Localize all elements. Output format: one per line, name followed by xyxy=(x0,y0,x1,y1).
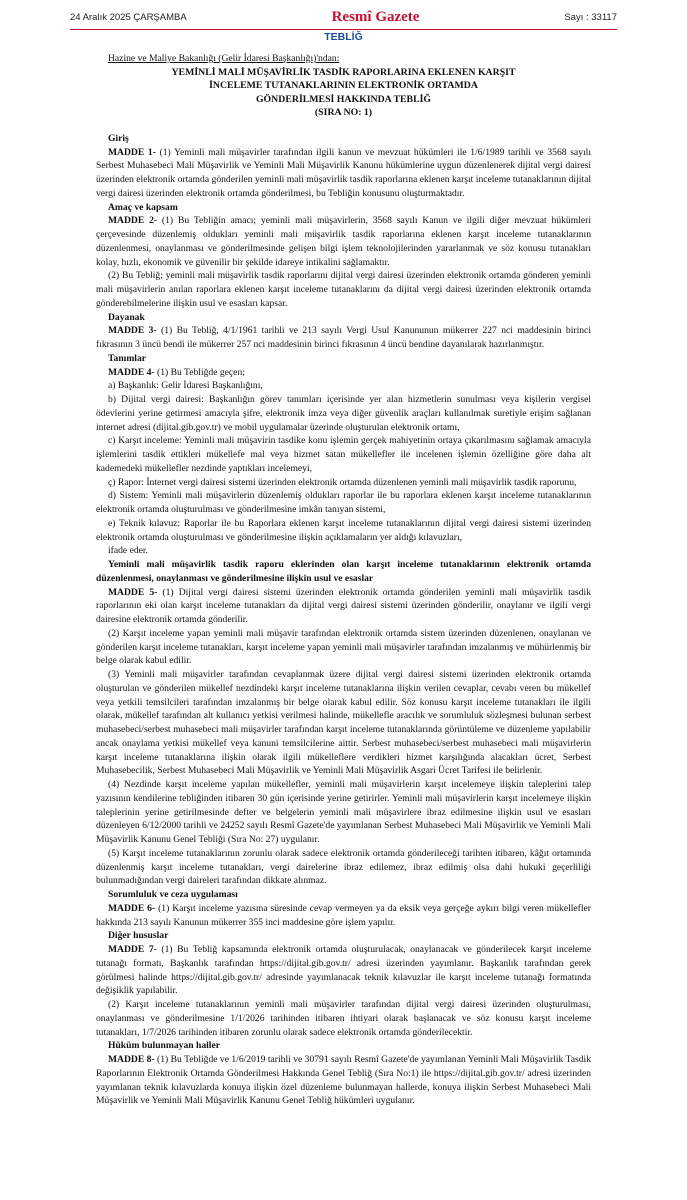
article-paragraph xyxy=(96,544,591,558)
section-heading: Sorumluluk ve ceza uygulaması xyxy=(108,889,238,900)
section-kind: TEBLİĞ xyxy=(324,31,363,43)
article-paragraph xyxy=(96,1053,591,1108)
article-text: (5) Karşıt inceleme tutanaklarının zorunlu olarak sadece elektronik ortamda gönderileceği tarihten itibaren, kâğıt ortamında düzenlenmiş karşıt inceleme tutanakları, vergi dairelerine ibraz edilemez, ibraz edilmiş olsa dahi hukuki geçerliliği bulunmadığından vergi daireleri tarafından dikkate alınmaz. xyxy=(96,847,591,887)
article-text: (2) Karşıt inceleme yapan yeminli mali müşavir tarafından elektronik ortamda sistem üzerinden düzenlenen, onaylanan ve gönderilen karşıt inceleme tutanakları, karşıt inceleme yapan yeminli mali müşavirler tarafından imzalanmış ve mühürlenmiş bir belge olarak kabul edilir. xyxy=(96,627,591,667)
article-number: MADDE 6- xyxy=(108,902,156,914)
section-heading: Yeminli mali müşavirlik tasdik raporu eklerinden olan karşıt inceleme tutanaklarının elektronik ortamda düzenlenmesi, onaylanması ve gönderilmesine ilişkin usul ve esaslar xyxy=(96,559,591,584)
article-paragraph xyxy=(96,489,591,517)
article-text: b) Dijital vergi dairesi: Başkanlığın görev tanımları içerisinde yer alan hizmetlerin sunulması veya kişilerin vergisel ödevlerini yerine getirmesi amacıyla şifre, elektronik imza veya diğer güvenlik araçları kullanılmak suretiyle erişim sağlanan internet adresi (dijital.gib.gov.tr) ve mobil uygulamalar üzerinde oluşturulan elektronik ortamı, xyxy=(96,394,591,433)
article-text: ifade eder. xyxy=(108,545,148,557)
article-number: MADDE 7- xyxy=(108,944,157,955)
section-heading: Dayanak xyxy=(108,311,145,323)
article-text: (4) Nezdinde karşıt inceleme yapılan mükellefler, yeminli mali müşavirlerin karşıt incelemeye ilişkin taleplerini talep yazısının kendilerine tebliğinden itibaren 30 gün içerisinde yerine getirirler. Yeminli mali müşavirlerin karşıt incelemeye ilişkin taleplerinin yerine getirilmesinde defter ve belgelerin yeminli mali müşavirlere ibraz edilmesine ilişkin usul ve esasları düzenleyen 6/12/2000 tarihli ve 24252 sayılı Resmî Gazete'de yayımlanan Serbest Muhasebeci Mali Müşavirlik ve Yeminli Mali Müşavirlik Kanunu Genel Tebliği (Sıra No: 27) uygulanır. xyxy=(96,779,591,845)
articles xyxy=(96,132,591,1108)
article-number: MADDE 8- xyxy=(108,1054,155,1065)
article-text: d) Sistem: Yeminli mali müşavirlerin düzenlemiş oldukları raporlar ile bu raporlara eklenen karşıt inceleme tutanaklarının elektronik ortamda oluşturulması ve gönderilmesine imkân tanıyan sistemi, xyxy=(96,490,591,515)
article-text: (2) Bu Tebliğ; yeminli mali müşavirlik tasdik raporlarını dijital vergi dairesi üzerinden elektronik ortamda gönderen yeminli mali müşavirlerin anılan raporlara eklenen karşıt inceleme tutanaklarını da dijital vergi dairesi üzerinden elektronik ortamda gönderebilmelerine ilişkin usul ve esasları kapsar. xyxy=(96,270,591,309)
section-heading: Diğer hususlar xyxy=(108,930,169,942)
section-heading: Tanımlar xyxy=(108,352,147,364)
article-text: (1) Dijital vergi dairesi sistemi üzerinden elektronik ortamda gönderilen yeminli mali müşavirlik tasdik raporlarının eki olan karşıt inceleme tutanakları da dijital vergi dairesi sistemi üzerinden gönderilir, onaylanır ve ilgili vergi dairesine elektronik ortamda gönderilir. xyxy=(96,586,591,625)
article-paragraph xyxy=(96,269,591,310)
section-heading: Giriş xyxy=(108,132,129,144)
article-text: ç) Rapor: İnternet vergi dairesi sistemi üzerinden elektronik ortamda düzenlenen yeminli mali müşavirlik tasdik raporunu, xyxy=(108,476,577,488)
article-text: (2) Karşıt inceleme tutanaklarının yeminli mali müşavirler tarafından dijital vergi dairesi üzerinden oluşturulması, onaylanması ve gönderilmesine 1/1/2026 tarihinden itibaren ihtiyari olarak başlanacak ve söz konusu karşıt inceleme tutanakları, 1/7/2026 tarihinden itibaren zorunlu olarak sadece elektronik ortamda gönderilecektir. xyxy=(96,999,591,1038)
article-paragraph xyxy=(96,146,591,201)
article-paragraph xyxy=(96,393,591,434)
article-number: MADDE 5- xyxy=(108,586,158,598)
article-paragraph xyxy=(96,902,591,930)
article-paragraph xyxy=(96,943,591,998)
article-text: (1) Bu Tebliğde geçen; xyxy=(154,366,245,378)
title-line: GÖNDERİLMESİ HAKKINDA TEBLİĞ xyxy=(255,93,432,105)
article-paragraph xyxy=(96,778,591,847)
document-body xyxy=(96,52,591,1108)
issuing-authority: Hazine ve Maliye Bakanlığı (Gelir İdaresi Başkanlığı)'ndan: xyxy=(108,53,340,64)
article-paragraph xyxy=(96,476,591,490)
article-paragraph xyxy=(96,434,591,475)
section-heading: Amaç ve kapsam xyxy=(108,201,178,213)
article-paragraph xyxy=(96,517,591,545)
article-text: (3) Yeminli mali müşavirler tarafından cevaplanmak üzere dijital vergi dairesi sistemi üzerinden elektronik ortamda oluşturulan ve gönderilen mükellef nezdindeki karşıt inceleme tutanaklarına ilişkin verilen cevaplar, cevabı veren bu mükellef veya yetkili temsilcileri tarafından imzalanmış bir belge olarak kabul edilir. Söz konusu karşıt inceleme tutanakları ile ilgili olarak, mükellef tarafından alt kullanıcı yetkisi verilmesi halinde, mükellefle aracılık ve sorumluluk sözleşmesi bulunan serbest muhasebeci/serbest muhasebeci mali müşavirler tarafından karşıt inceleme tutanaklarında görüntüleme ve düzenleme yapılabilir ancak onaylama yetkisi mükellef veya kanuni temsilcilerine aittir. Serbest muhasebeci/serbest muhasebeci mali müşavirlerin karşıt inceleme tutanaklarına ilişkin olarak ilgili mükelleflere verdikleri hizmet karşılığında alacakları ücret, Serbest Muhasebecilik, Serbest Muhasebeci Mali Müşavirlik ve Yeminli Mali Müşavirlik Asgari Ücret Tarifesi ile belirlenir. xyxy=(96,669,591,777)
header-rule xyxy=(70,29,617,30)
article-paragraph xyxy=(96,627,591,668)
article-paragraph xyxy=(96,668,591,778)
gazette-name: Resmî Gazete xyxy=(331,8,420,25)
article-number: MADDE 2- xyxy=(108,215,158,227)
article-text: (1) Bu Tebliğ kapsamında elektronik ortamda oluşturulacak, onaylanacak ve gönderilecek karşıt inceleme tutanağı formatı, Başkanlık tarafından https://dijital.gib.gov.tr/ adresi üzerinden yayımlanır. Başkanlık tarafından gerek görülmesi halinde https://dijital.gib.gov.tr/ adresinde yayımlanacak teknik kılavuzlar ile karşıt inceleme tutanağı formatında değişiklik yapılabilir. xyxy=(96,944,591,997)
article-text: e) Teknik kılavuz: Raporlar ile bu Raporlara eklenen karşıt inceleme tutanaklarının dijital vergi dairesi sistemi üzerinden elektronik ortamda oluşturulması ve gönderilmesine ilişkin açıklamaların yer aldığı kılavuzları, xyxy=(96,517,591,543)
article-paragraph xyxy=(96,366,591,380)
article-paragraph xyxy=(96,379,591,393)
article-text: (1) Bu Tebliğde ve 1/6/2019 tarihli ve 30791 sayılı Resmî Gazete'de yayımlanan Yeminli Mali Müşavirlik Tasdik Raporlarının Elektronik Ortamda Gönderilmesi Hakkında Genel Tebliğ (Sıra No:1) ile https://dijital.gib.gov.tr/ adresi üzerinden yayımlanan teknik kılavuzlarda konuya ilişkin özel düzenleme bulunmayan hallerde, konuya ilişkin Serbest Muhasebeci Mali Müşavirlik ve Yeminli Mali Müşavirlik Kanunu Genel Tebliğ hükümleri uygulanır. xyxy=(96,1054,591,1107)
article-number: MADDE 4- xyxy=(108,366,155,378)
article-paragraph xyxy=(96,586,591,627)
article-number: MADDE 1- xyxy=(108,146,156,158)
article-text: (1) Karşıt inceleme yazısına süresinde cevap vermeyen ya da eksik veya gerçeğe aykırı bilgi veren mükellefler hakkında 213 sayılı Kanunun mükerrer 355 inci maddesine göre işlem yapılır. xyxy=(96,902,591,928)
article-paragraph xyxy=(96,324,591,352)
article-paragraph xyxy=(96,847,591,888)
article-paragraph xyxy=(96,998,591,1039)
issue-number: Sayı : 33117 xyxy=(564,11,617,23)
article-text: (1) Yeminli mali müşavirler tarafından ilgili kanun ve mevzuat hükümleri ile 1/6/1989 tarihli ve 3568 sayılı Serbest Muhasebeci Mali Müşavirlik ve Yeminli Mali Müşavirlik Kanunu hükümlerine uygun düzenlenerek dijital vergi dairesi üzerinden elektronik ortamda gönderilen yeminli mali müşavirlik tasdik raporlarına eklenen karşıt inceleme tutanaklarının dijital vergi dairesi üzerinden elektronik ortamda gönderilmesi, bu Tebliğin konusunu oluşturmaktadır. xyxy=(96,146,591,199)
title-line: (SIRA NO: 1) xyxy=(314,107,373,119)
title-line: YEMİNLİ MALİ MÜŞAVİRLİK TASDİK RAPORLARINA EKLENEN KARŞIT xyxy=(171,66,516,78)
title-line: İNCELEME TUTANAKLARININ ELEKTRONİK ORTAMDA xyxy=(209,80,478,92)
section-heading: Hüküm bulunmayan haller xyxy=(108,1040,220,1052)
article-text: a) Başkanlık: Gelir İdaresi Başkanlığını, xyxy=(108,380,263,392)
article-text: (1) Bu Tebliğ, 4/1/1961 tarihli ve 213 sayılı Vergi Usul Kanununun mükerrer 227 nci maddesinin birinci fıkrasının 3 üncü bendi ile mükerrer 257 nci maddesinin birinci fıkrasının 4 üncü bendine dayanılarak hazırlanmıştır. xyxy=(96,325,591,350)
article-paragraph xyxy=(96,214,591,269)
issue-date: 24 Aralık 2025 ÇARŞAMBA xyxy=(70,11,187,23)
document-title xyxy=(96,66,591,120)
article-number: MADDE 3- xyxy=(108,325,157,337)
page-header xyxy=(70,6,617,28)
article-text: (1) Bu Tebliğin amacı; yeminli mali müşavirlerin, 3568 sayılı Kanun ve ilgili diğer mevzuat hükümleri çerçevesinde düzenlemiş oldukları yeminli mali müşavirlik tasdik raporlarına eklenen karşıt inceleme tutanaklarının düzenlenmesi, onaylanması ve gönderilmesinde gelişen bilgi işlem teknolojilerinden yararlanmak ve söz konusu tutanakları kolay, hızlı, ekonomik ve güvenilir bir şekilde idareye intikalini sağlamaktır. xyxy=(96,215,591,268)
article-text: c) Karşıt inceleme: Yeminli mali müşavirin tasdike konu işlemin gerçek mahiyetinin ortaya çıkarılmasını sağlamak amacıyla işlemlerini tasdik ettikleri mükellefe mal veya hizmet satan mükellefler ile incelenen işlemin özelliğine göre daha alt kademedeki mükellefler nezdinde yaptıkları incelemeyi, xyxy=(96,435,591,474)
